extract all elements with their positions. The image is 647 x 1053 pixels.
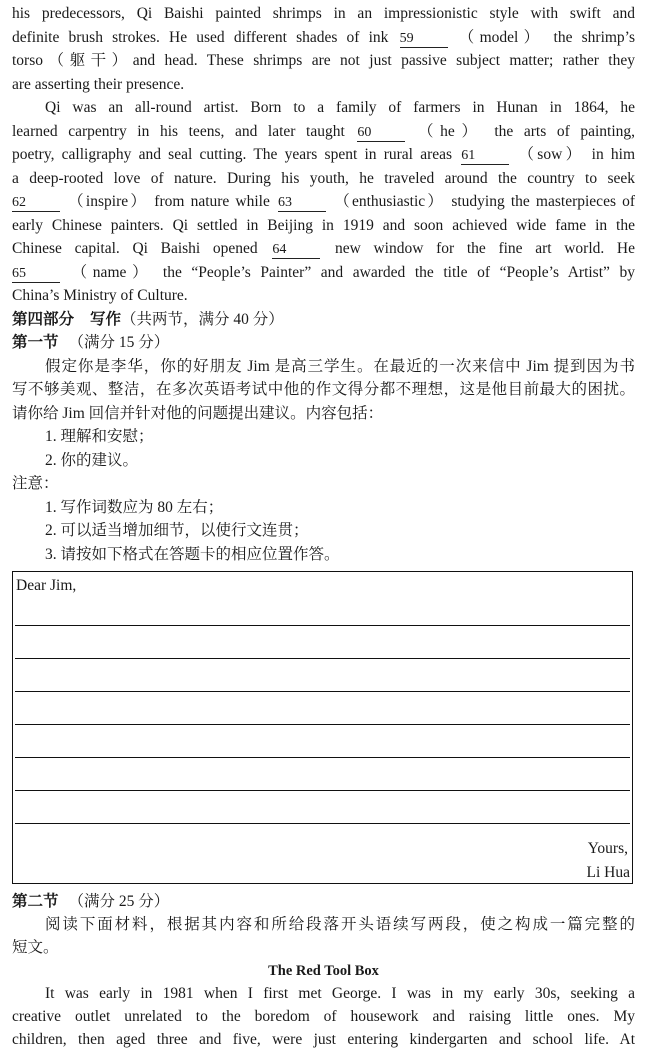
blank-60: 60: [357, 125, 405, 142]
content-point: [12, 449, 635, 473]
writing-line: [15, 625, 630, 626]
passage-line: [12, 73, 635, 97]
passage-text: Qi was an all-round artist. Born to a family of farmers in Hunan in 1864, he: [45, 99, 635, 116]
passage-text: a deep-rooted love of nature. During his youth, he traveled around the country to seek: [12, 169, 635, 187]
notes-label: [12, 472, 635, 496]
content-point: [12, 425, 635, 449]
passage-text: Chinese capital. Qi Baishi opened: [12, 240, 258, 257]
passage-line: [12, 214, 635, 238]
passage-line: [12, 49, 635, 73]
writing-line: [15, 658, 630, 659]
prompt-line: [12, 355, 635, 379]
note-text: 3. 请按如下格式在答题卡的相应位置作答。: [45, 545, 340, 563]
passage-line: [12, 120, 635, 144]
passage-text: （model） the shrimp’s: [458, 28, 635, 46]
passage-line: [12, 190, 635, 214]
letter-signature: Li Hua: [586, 864, 630, 881]
passage-text: are asserting their presence.: [12, 75, 185, 93]
passage-text: learned carpentry in his teens, and later taught: [12, 122, 345, 140]
content-point-text: 2. 你的建议。: [45, 451, 139, 469]
letter-closing: Yours,: [587, 840, 628, 857]
part-title: 第四部分: [12, 310, 75, 328]
note-text: 2. 可以适当增加细节，以使行文连贯；: [45, 522, 309, 539]
blank-62: 62: [12, 195, 60, 212]
story-line: [12, 1028, 635, 1051]
story-title-text: The Red Tool Box: [268, 963, 379, 979]
letter-greeting: Dear Jim,: [16, 577, 77, 594]
letter-answer-box: [12, 571, 633, 884]
passage-text: （enthusiastic） studying the masterpieces of: [334, 193, 635, 210]
passage-text: early Chinese painters. Qi settled in Beijing in 1919 and soon achieved wide fame in the: [12, 216, 635, 234]
passage-line: [12, 2, 635, 26]
story-line: [12, 1005, 635, 1028]
blank-61: 61: [461, 148, 509, 165]
writing-line: [15, 724, 630, 725]
passage-text: new window for the fine art world. He: [335, 240, 635, 257]
passage-text: China’s Ministry of Culture.: [12, 287, 188, 304]
note-item: [12, 543, 635, 567]
story-line: [12, 982, 635, 1005]
part-subtitle: 写作: [90, 310, 122, 328]
passage-line: [12, 261, 635, 285]
section1-score: （满分 15 分）: [68, 334, 170, 351]
writing-line: [15, 823, 630, 824]
blank-64: 64: [272, 242, 320, 259]
passage-text: his predecessors, Qi Baishi painted shrimps in an impressionistic style with swift and: [12, 5, 635, 22]
passage-text: （sow） in him: [518, 146, 635, 163]
continuation-writing-section: [12, 890, 635, 1051]
prompt-text: 写不够美观、整洁，在多次英语考试中他的作文得分都不理想，这是他目前最大的困扰。: [12, 381, 635, 398]
content-point-text: 1. 理解和安慰；: [45, 428, 154, 445]
section1-heading: [12, 331, 635, 355]
reading-passage-and-writing-task: [12, 2, 635, 566]
story-text: creative outlet unrelated to the boredom of housework and raising little ones. My: [12, 1008, 635, 1025]
passage-line: [12, 167, 635, 191]
instruction-line: [12, 913, 635, 936]
passage-line: [12, 284, 635, 308]
writing-line: [15, 790, 630, 791]
note-item: [12, 519, 635, 543]
passage-line: [12, 96, 635, 120]
blank-63: 63: [278, 195, 326, 212]
story-title: [12, 959, 635, 982]
section1-title: 第一节: [12, 334, 59, 351]
instruction-text: 阅读下面材料，根据其内容和所给段落开头语续写两段，使之构成一篇完整的: [45, 916, 635, 933]
note-text: 1. 写作词数应为 80 左右；: [45, 498, 224, 516]
prompt-line: [12, 402, 635, 426]
blank-65: 65: [12, 266, 60, 283]
passage-line: [12, 26, 635, 50]
part-note: （共两节，满分 40 分）: [121, 310, 284, 328]
story-text: children, then aged three and five, were just entering kindergarten and school life. At: [12, 1031, 635, 1048]
passage-text: torso（躯干）and head. These shrimps are not just passive subject matter; rather they: [12, 52, 635, 69]
passage-text: poetry, calligraphy and seal cutting. The years spent in rural areas: [12, 146, 453, 163]
blank-59: 59: [400, 31, 448, 48]
passage-text: definite brush strokes. He used different shades of ink: [12, 28, 389, 46]
passage-line: [12, 143, 635, 167]
prompt-line: [12, 378, 635, 402]
passage-text: （name） the “People’s Painter” and awarded the title of “People’s Artist” by: [71, 263, 635, 281]
section2-score: （满分 25 分）: [68, 893, 170, 910]
passage-text: （inspire） from nature while: [68, 193, 270, 210]
section2-heading: [12, 890, 635, 913]
story-text: It was early in 1981 when I first met George. I was in my early 30s, seeking a: [45, 985, 635, 1002]
writing-line: [15, 757, 630, 758]
part-heading: [12, 308, 635, 332]
section2-title: 第二节: [12, 893, 59, 910]
prompt-text: 假定你是李华，你的好朋友 Jim 是高三学生。在最近的一次来信中 Jim 提到因为书: [45, 357, 635, 375]
instruction-text: 短文。: [12, 939, 59, 956]
notes-label-text: 注意：: [12, 475, 59, 492]
prompt-text: 请你给 Jim 回信并针对他的问题提出建议。内容包括：: [12, 404, 384, 422]
instruction-line: [12, 936, 635, 959]
passage-text: （he） the arts of painting,: [417, 122, 635, 140]
note-item: [12, 496, 635, 520]
passage-line: [12, 237, 635, 261]
writing-line: [15, 691, 630, 692]
